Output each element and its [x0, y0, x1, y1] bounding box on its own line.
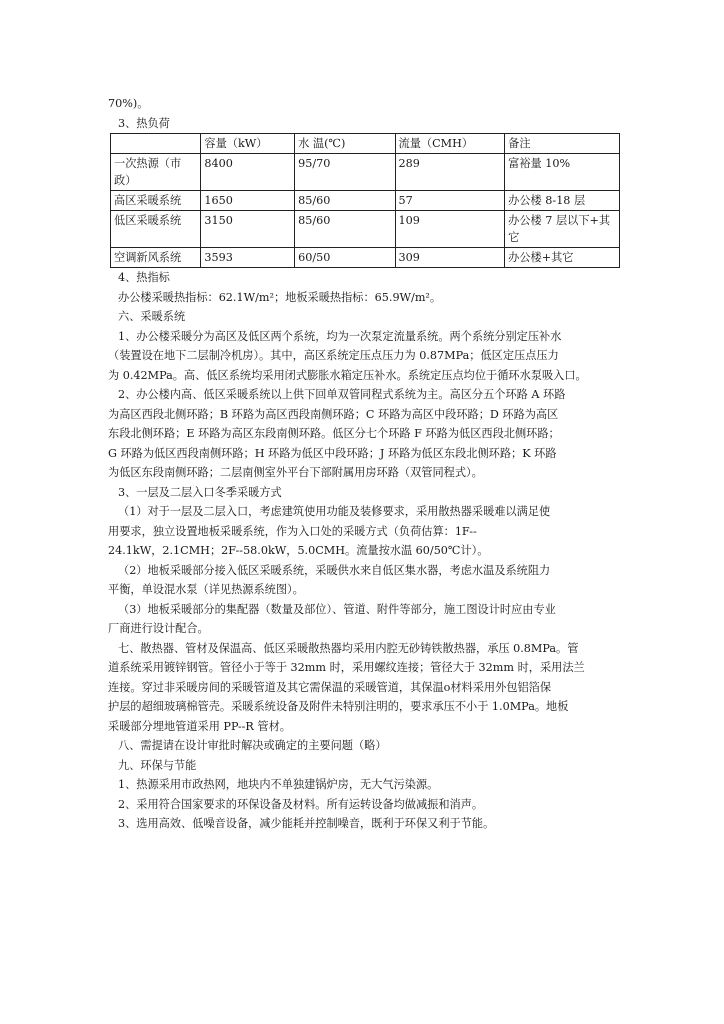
section-heading-environment: 九、环保与节能: [118, 758, 197, 772]
text-line: 东段北侧环路；E 环路为高区东段南侧环路。低区分七个环路 F 环路为低区西段北侧环路；: [108, 427, 560, 440]
table-cell: 3593: [201, 248, 295, 268]
table-cell: 一次热源（市政）: [111, 154, 201, 191]
text-line: （1）对于一层及二层入口，考虑建筑使用功能及装修要求，采用散热器采暖难以满足使: [118, 505, 551, 518]
section-heading-heating-system: 六、采暖系统: [118, 310, 186, 323]
text-line: 1、办公楼采暖分为高区及低区两个系统，均为一次泵定流量系统。两个系统分别定压补水: [118, 329, 562, 343]
text-line: 24.1kW，2.1CMH；2F--58.0kW，5.0CMH。流量按水温 60/50℃计）。: [108, 544, 489, 557]
text-line: 平衡，单设混水泵（详见热源系统图）。: [108, 583, 304, 596]
table-cell: 85/60: [295, 191, 395, 211]
list-item: 2、采用符合国家要求的环保设备及材料。所有运转设备均做减振和消声。: [118, 797, 484, 811]
text-line: 护层的超细玻璃棉管壳。采暖系统设备及附件未特别注明的，要求承压不小于 1.0MPa。地板: [108, 700, 569, 713]
table-cell: 3150: [201, 211, 295, 248]
table-header-cell: 容量（kW）: [201, 134, 295, 154]
table-cell: 富裕量 10%: [505, 154, 620, 191]
table-cell: 高区采暖系统: [111, 191, 201, 211]
table-row: [111, 154, 620, 191]
table-cell: 低区采暖系统: [111, 211, 201, 248]
table-cell: 办公楼+其它: [505, 248, 620, 268]
text-line: 用要求，独立设置地板采暖系统，作为入口处的采暖方式（负荷估算：1F--: [108, 524, 477, 538]
text-line: G 环路为低区西段南侧环路；H 环路为低区中段环路；J 环路为低区东段北侧环路；K 环路: [108, 446, 557, 460]
table-row: [111, 211, 620, 248]
table-cell: 95/70: [295, 154, 395, 191]
table-cell: 109: [395, 211, 505, 248]
text-line: 厂商进行设计配合。: [108, 622, 209, 635]
section-heading-approval-issues: 八、需提请在设计审批时解决或确定的主要问题（略）: [118, 739, 387, 752]
section-heading-heat-index: 4、热指标: [118, 271, 170, 284]
table-header-cell: 流量（CMH）: [395, 134, 505, 154]
text-line: 七、散热器、管材及保温高、低区采暖散热器均采用内腔无砂铸铁散热器，承压 0.8MPa。管: [118, 641, 579, 655]
table-header-cell: 水 温(℃): [295, 134, 395, 154]
table-cell: 空调新风系统: [111, 248, 201, 268]
text-line: （装置设在地下二层制冷机房）。其中，高区系统定压点压力为 0.87MPa；低区定压点压力: [108, 349, 559, 362]
table-cell: 309: [395, 248, 505, 268]
section-heading-entrance-heating: 3、一层及二层入口冬季采暖方式: [118, 485, 282, 499]
text-line: 办公楼采暖热指标：62.1W/m²；地板采暖热指标：65.9W/m²。: [118, 290, 442, 304]
table-cell: 8400: [201, 154, 295, 191]
table-cell: 85/60: [295, 211, 395, 248]
table-cell: 办公楼 7 层以下+其它: [505, 211, 620, 248]
text-line: 为高区西段北侧环路；B 环路为高区西段南侧环路；C 环路为高区中段环路；D 环路为高区: [108, 407, 559, 421]
table-header-row: [111, 134, 620, 154]
list-item: 3、选用高效、低噪音设备，减少能耗并控制噪音，既利于环保又利于节能。: [118, 817, 495, 830]
text-line: 道系统采用镀锌钢管。管径小于等于 32mm 时，采用螺纹连接；管径大于 32mm 时，采用法兰: [108, 661, 585, 674]
document-page: [108, 94, 628, 834]
text-line: 2、办公楼内高、低区采暖系统以上供下回单双管同程式系统为主。高区分五个环路 A 环路: [118, 388, 566, 401]
text-line: 连接。穿过非采暖房间的采暖管道及其它需保温的采暖管道，其保温ο材料采用外包铝箔保: [108, 680, 552, 694]
table-cell: 60/50: [295, 248, 395, 268]
text-line: 为低区东段南侧环路；二层南侧室外平台下部附属用房环路（双管同程式）。: [108, 466, 483, 479]
heat-load-table: [110, 133, 620, 268]
table-cell: 57: [395, 191, 505, 211]
table-cell: 1650: [201, 191, 295, 211]
text-line: 70%)。: [108, 97, 149, 110]
table-cell: 办公楼 8-18 层: [505, 191, 620, 211]
table-cell: 289: [395, 154, 505, 191]
text-line: （2）地板采暖部分接入低区采暖系统，采暖供水来自低区集水器，考虑水温及系统阻力: [118, 563, 551, 577]
text-line: 采暖部分埋地管道采用 PP--R 管材。: [108, 719, 291, 733]
table-row: [111, 248, 620, 268]
section-heading-heat-load: 3、热负荷: [118, 116, 170, 130]
table-row: [111, 191, 620, 211]
list-item: 1、热源采用市政热网，地块内不单独建锅炉房，无大气污染源。: [118, 778, 439, 791]
table-header-cell: 备注: [505, 134, 620, 154]
table-header-cell: [111, 134, 201, 154]
text-line: 为 0.42MPa。高、低区系统均采用闭式膨胀水箱定压补水。系统定压点均位于循环水泵吸入口。: [108, 368, 587, 382]
text-line: （3）地板采暖部分的集配器（数量及部位）、管道、附件等部分，施工图设计时应由专业: [118, 602, 556, 616]
